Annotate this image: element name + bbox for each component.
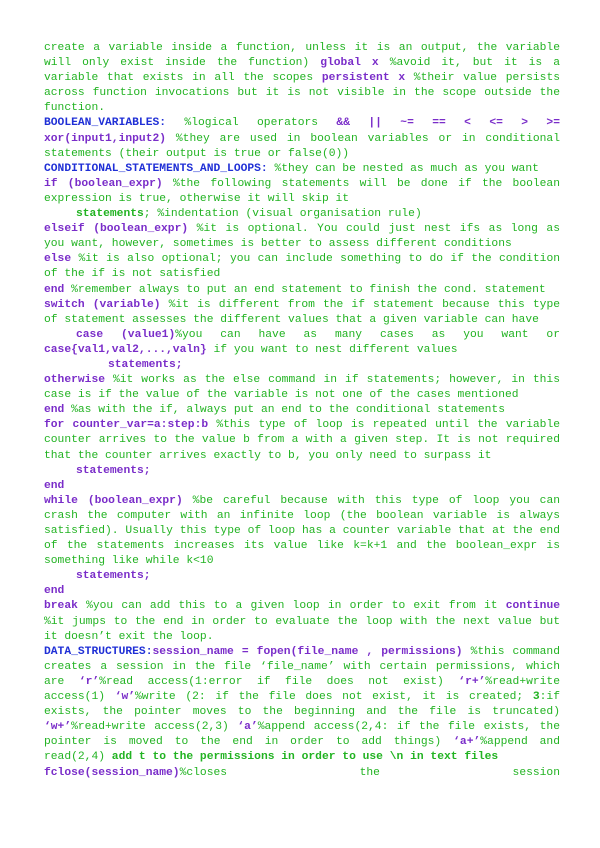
keyword-else: else xyxy=(44,253,72,266)
line-statements-1 xyxy=(44,207,560,222)
text: %read access(1:error if file does not exist) xyxy=(99,675,459,688)
text: %this type of loop is repeated until the variable counter arrives to the value b from a with a given step. It is not required that the counter arrives exactly to b, you only need to surpass it xyxy=(44,419,560,462)
keyword-end: end xyxy=(44,283,65,296)
keyword-persistent: persistent x xyxy=(321,72,406,85)
permission-r-plus: ‘r+’ xyxy=(458,675,486,688)
paragraph-boolean xyxy=(44,116,560,161)
permission-w: ‘w’ xyxy=(114,691,136,704)
text: %logical operators xyxy=(166,117,337,130)
document-page xyxy=(44,41,560,781)
text: if you want to nest different values xyxy=(206,343,458,356)
keyword-xor: xor(input1,input2) xyxy=(44,132,167,145)
text: %you can add this to a given loop in order to exit from it xyxy=(77,600,506,613)
line-end-1 xyxy=(44,283,560,298)
text: %as with the if, always put an end to the conditional statements xyxy=(64,404,505,417)
keyword-case: case (value1) xyxy=(76,328,176,341)
keyword-statements: statements; xyxy=(108,358,183,371)
line-statements-4 xyxy=(44,569,560,584)
text: :if exists, the pointer moves to the beginning and the file is truncated) xyxy=(44,691,560,719)
line-otherwise xyxy=(44,373,560,403)
line-break xyxy=(44,599,560,644)
keyword-fopen: session_name = fopen(file_name , permissions) xyxy=(152,645,463,658)
line-end-2 xyxy=(44,403,560,418)
text: %the following statements will be done if the boolean expression is true, otherwise it will skip it xyxy=(44,177,560,205)
keyword-global: global x xyxy=(320,57,379,70)
keyword-end: end xyxy=(44,585,65,598)
text: %it jumps to the end in order to evaluate the loop with the next value but it doesn’t exit the loop. xyxy=(44,615,560,643)
text: %they can be nested as much as you want xyxy=(267,162,539,175)
keyword-statements: statements; xyxy=(76,570,151,583)
line-statements-3 xyxy=(44,464,560,479)
text: %read+write access(2,3) xyxy=(71,721,238,734)
text: %it is different from the if statement because this type of statement assesses the different values that a given variable can have xyxy=(44,298,561,326)
text: %write (2: if the file does not exist, it is created; xyxy=(135,691,533,704)
keyword-while: while (boolean_expr) xyxy=(44,494,183,507)
paragraph-scope xyxy=(44,41,560,116)
text: %read+write access(1) xyxy=(44,675,560,704)
section-heading-conditional: CONDITIONAL_STATEMENTS_AND_LOOPS: xyxy=(44,162,268,175)
text: %they are used in boolean variables or in conditional statements (their output is true or false(0)) xyxy=(44,132,560,160)
line-while xyxy=(44,494,560,569)
keyword-break: break xyxy=(44,600,78,613)
line-switch xyxy=(44,298,560,328)
text: %you can have as many cases as you want or xyxy=(175,328,560,341)
text: %be careful because with this type of loop you can crash the computer with an infinite loop (the boolean variable is always satisfied). Usually this type of loop has a counter variable that at the end of the statements increases its value like k=k+1 and the boolean_expr is something like while k<10 xyxy=(44,494,560,568)
line-end-3 xyxy=(44,479,560,494)
keyword-continue: continue xyxy=(505,600,560,613)
line-fclose xyxy=(44,766,560,781)
text: %append access(2,4: if the file exists, the pointer is moved to the end in order to add things) xyxy=(44,721,560,749)
text: %closes the session xyxy=(179,766,560,779)
keyword-statements: statements xyxy=(76,208,144,221)
text: %this command creates a session in the file ‘file_name’ with certain permissions, which are xyxy=(44,645,560,688)
text: ; %indentation (visual organisation rule) xyxy=(143,208,422,221)
logical-operators: && || ~= == < <= > >= xyxy=(336,117,560,130)
section-heading-data-structures: DATA_STRUCTURES: xyxy=(44,645,153,658)
text: %it is optional. You could just nest ifs as long as you want, however, sometimes is better to assess different conditions xyxy=(44,223,560,251)
line-elseif xyxy=(44,222,560,252)
paragraph-data-structures xyxy=(44,645,560,766)
text: %it works as the else command in if statements; however, in this case is if the value of the variable is not one of the cases mentioned xyxy=(44,374,560,402)
keyword-otherwise: otherwise xyxy=(44,374,106,387)
permission-w-plus: ‘w+’ xyxy=(44,721,72,734)
text: create a variable inside a function, unless it is an output, the variable will only exist inside the function) xyxy=(44,42,560,70)
text: %avoid it, but it is a variable that exists in all the scopes xyxy=(44,57,560,85)
line-if xyxy=(44,177,560,207)
line-case xyxy=(44,328,560,358)
section-heading-boolean: BOOLEAN_VARIABLES: xyxy=(44,117,167,130)
keyword-case-list: case{val1,val2,...,valn} xyxy=(44,343,207,356)
keyword-for: for counter_var=a:step:b xyxy=(44,419,209,432)
text: %remember always to put an end statement to finish the cond. statement xyxy=(64,283,546,296)
line-end-4 xyxy=(44,584,560,599)
paragraph-conditional xyxy=(44,162,560,177)
line-else xyxy=(44,252,560,282)
text-bold-add-t: add t to the permissions in order to use \n in text files xyxy=(111,751,499,764)
text: %append and read(2,4) xyxy=(44,736,560,764)
text: %it is also optional; you can include something to do if the condition of the if is not satisfied xyxy=(44,253,560,281)
keyword-fclose: fclose(session_name) xyxy=(44,766,180,779)
line-statements-2 xyxy=(44,358,560,373)
line-for xyxy=(44,418,560,463)
text-bold-3: 3 xyxy=(532,691,540,704)
keyword-if: if (boolean_expr) xyxy=(44,177,163,190)
text: %their value persists across function invocations but it is not visible in the scope outside the function. xyxy=(44,72,561,115)
keyword-end: end xyxy=(44,404,65,417)
permission-r: ‘r’ xyxy=(78,675,100,688)
keyword-end: end xyxy=(44,479,65,492)
keyword-switch: switch (variable) xyxy=(44,298,161,311)
permission-a: ‘a’ xyxy=(237,721,258,734)
permission-a-plus: ‘a+’ xyxy=(453,736,481,749)
keyword-elseif: elseif (boolean_expr) xyxy=(44,223,189,236)
keyword-statements: statements; xyxy=(76,464,151,477)
